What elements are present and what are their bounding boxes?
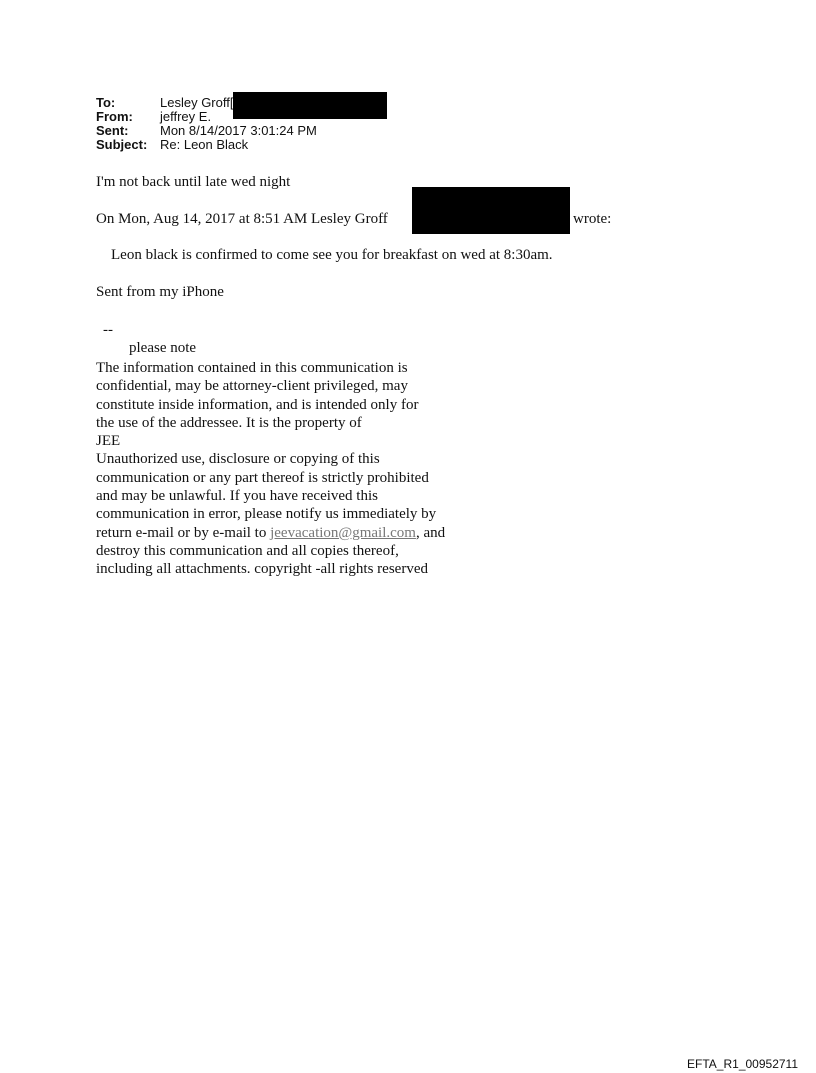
disclaimer-line: communication in error, please notify us immediately by [96, 506, 437, 523]
to-label: To: [96, 95, 116, 110]
disclaimer-line: confidential, may be attorney-client privileged, may [96, 378, 408, 395]
disclaimer-email-line [96, 524, 445, 542]
email-suffix: , and [415, 524, 446, 541]
redaction-box [412, 187, 570, 234]
quoted-message: Leon black is confirmed to come see you for breakfast on wed at 8:30am. [111, 247, 553, 263]
disclaimer-line: and may be unlawful. If you have received this [96, 488, 378, 505]
please-note: please note [129, 340, 197, 356]
header-sent-row [96, 124, 387, 138]
signature-dash: -- [103, 322, 113, 338]
bates-number: EFTA_R1_00952711 [687, 1057, 798, 1071]
quote-intro-line [96, 211, 388, 228]
disclaimer-line: communication or any part thereof is strictly prohibited [96, 469, 429, 486]
email-header [96, 96, 387, 152]
subject-value: Re: Leon Black [160, 137, 249, 152]
disclaimer-line: the use of the addressee. It is the property of [96, 414, 362, 431]
disclaimer-line: Unauthorized use, disclosure or copying of this [96, 451, 380, 468]
sent-value: Mon 8/14/2017 3:01:24 PM [160, 123, 317, 138]
from-label: From: [96, 109, 133, 124]
reply-text: I'm not back until late wed night [96, 174, 291, 190]
header-subject-row [96, 138, 387, 152]
quote-wrote: wrote: [573, 211, 612, 227]
redaction-box [233, 92, 387, 119]
header-to-row [96, 96, 387, 110]
subject-label: Subject: [96, 137, 148, 152]
quote-intro: On Mon, Aug 14, 2017 at 8:51 AM Lesley Groff [96, 211, 388, 227]
from-value: jeffrey E. [160, 109, 212, 124]
disclaimer-line: constitute inside information, and is intended only for [96, 396, 419, 413]
disclaimer-line: JEE [96, 433, 121, 450]
sent-label: Sent: [96, 123, 129, 138]
email-prefix: return e-mail or by e-mail to [96, 524, 271, 541]
disclaimer-line: destroy this communication and all copies thereof, [96, 542, 399, 559]
disclaimer-line: including all attachments. copyright -all rights reserved [96, 561, 428, 578]
disclaimer-line: The information contained in this communication is [96, 360, 408, 376]
disclaimer [96, 359, 445, 579]
signature: Sent from my iPhone [96, 284, 224, 300]
email-link[interactable]: jeevacation@gmail.com [270, 524, 416, 541]
to-value: Lesley Groff[ [160, 95, 234, 110]
